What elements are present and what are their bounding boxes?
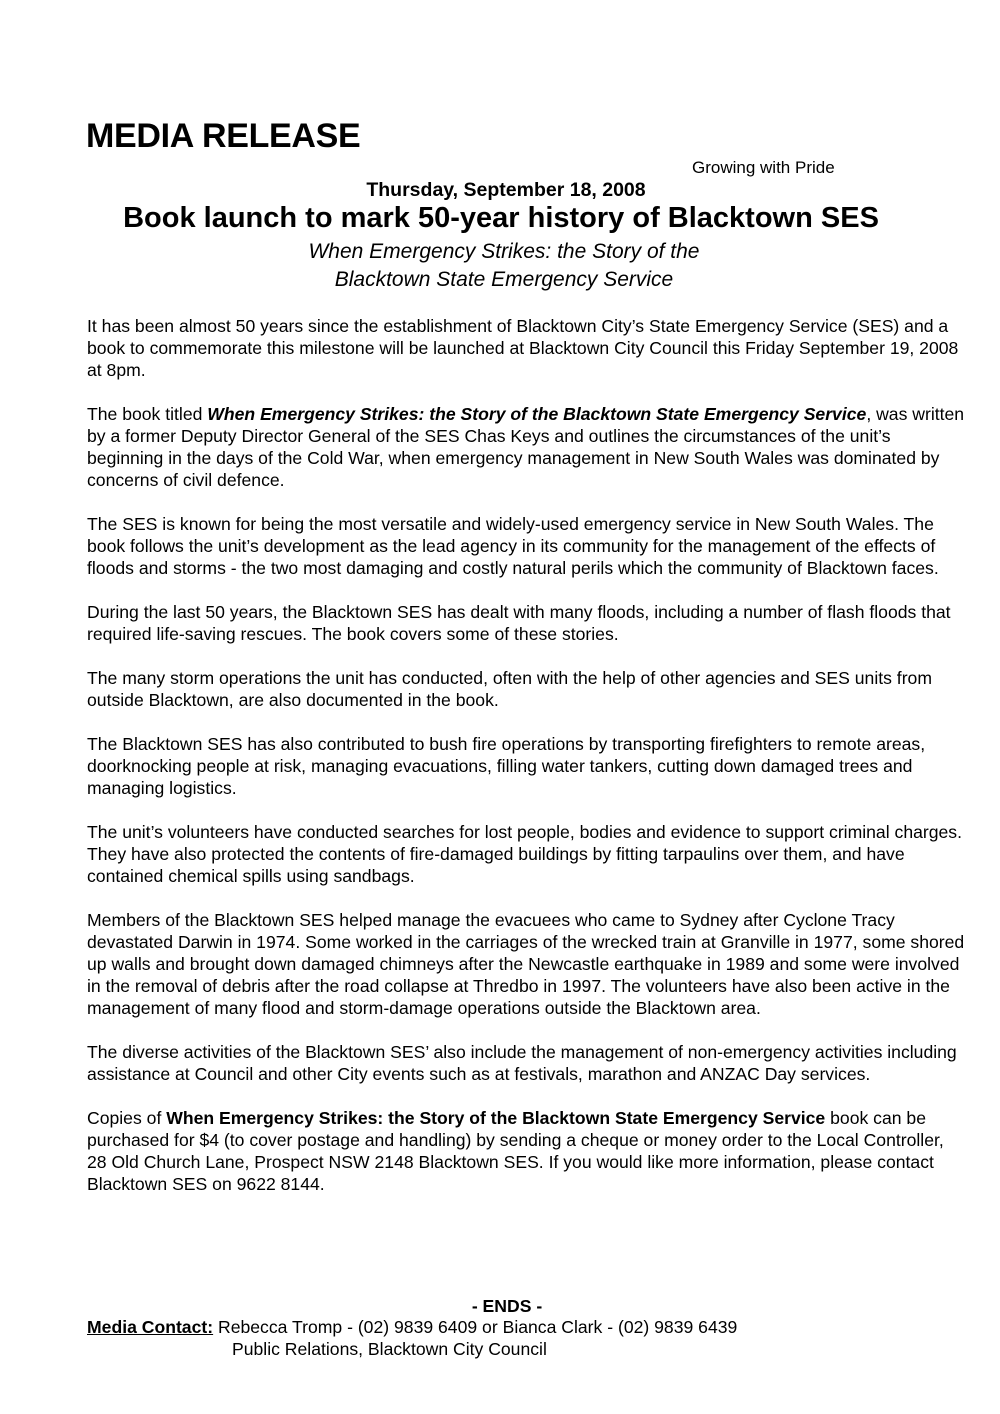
media-contact-department: Public Relations, Blacktown City Council [232,1339,547,1359]
paragraph-6: The Blacktown SES has also contributed to bush fire operations by transporting firefighters to remote areas, doorknocking people at risk, managing evacuations, filling water tankers, cutting down damaged trees and managing logistics. [87,734,926,798]
paragraph-9: The diverse activities of the Blacktown SES’ also include the management of non-emergency activities including assistance at Council and other City events such as at festivals, marathon and ANZAC Day services. [87,1042,957,1084]
paragraph-2-suffix: , was written by a former Deputy Director General of the SES Chas Keys and outlines the circumstances of the unit’s beginning in the days of the Cold War, when emergency management in New South Wales was dominated by concerns of civil defence. [87,404,965,490]
media-contact-names: Rebecca Tromp - (02) 9839 6409 or Bianca Clark - (02) 9839 6439 [213,1317,738,1337]
paragraph-8: Members of the Blacktown SES helped manage the evacuees who came to Sydney after Cyclone Tracy devastated Darwin in 1974. Some worked in the carriages of the wrecked train at Granville in 1977, some shored up walls and brought down damaged chimneys after the Newcastle earthquake in 1989 and some were involved in the removal of debris after the road collapse at Thredbo in 1997. The volunteers have also been active in the management of many flood and storm-damage operations outside the Blacktown area. [87,910,965,1018]
media-contact [87,1316,737,1338]
book-title-bold: When Emergency Strikes: the Story of the Blacktown State Emergency Service [166,1108,826,1128]
paragraph-2 [87,403,967,491]
subtitle-line-2: Blacktown State Emergency Service [334,268,674,291]
book-title-emphasis: When Emergency Strikes: the Story of the Blacktown State Emergency Service [207,404,867,424]
media-contact-label: Media Contact: [87,1317,214,1337]
document-type-heading: MEDIA RELEASE [86,117,361,155]
paragraph-10-suffix: book can be purchased for $4 (to cover postage and handling) by sending a cheque or money order to the Local Controller, 28 Old Church Lane, Prospect NSW 2148 Blacktown SES. If you would like more information, please contact Blacktown SES on 9622 8144. [87,1108,944,1194]
subtitle-line-1: When Emergency Strikes: the Story of the [308,240,700,263]
paragraph-3: The SES is known for being the most versatile and widely-used emergency service in New South Wales. The book follows the unit’s development as the lead agency in its community for the management of the effects of floods and storms - the two most damaging and costly natural perils which the community of Blacktown faces. [87,514,939,578]
release-date: Thursday, September 18, 2008 [366,179,646,201]
headline: Book launch to mark 50-year history of Blacktown SES [123,202,879,234]
paragraph-10-prefix: Copies of [87,1108,167,1128]
paragraph-10 [87,1107,967,1195]
paragraph-5: The many storm operations the unit has conducted, often with the help of other agencies and SES units from outside Blacktown, are also documented in the book. [87,668,932,710]
paragraph-1: It has been almost 50 years since the establishment of Blacktown City’s State Emergency Service (SES) and a book to commemorate this milestone will be launched at Blacktown City Council this Friday September 19, 2008 at 8pm. [87,316,959,380]
paragraph-7: The unit’s volunteers have conducted searches for lost people, bodies and evidence to support criminal charges. They have also protected the contents of fire-damaged buildings by fitting tarpaulins over them, and have contained chemical spills using sandbags. [87,822,962,886]
body-text [87,315,967,1217]
subtitle [0,238,1000,294]
tagline: Growing with Pride [692,158,835,177]
ends-marker: - ENDS - [471,1296,543,1316]
paragraph-4: During the last 50 years, the Blacktown SES has dealt with many floods, including a number of flash floods that required life-saving rescues. The book covers some of these stories. [87,602,951,644]
paragraph-2-prefix: The book titled [87,404,208,424]
